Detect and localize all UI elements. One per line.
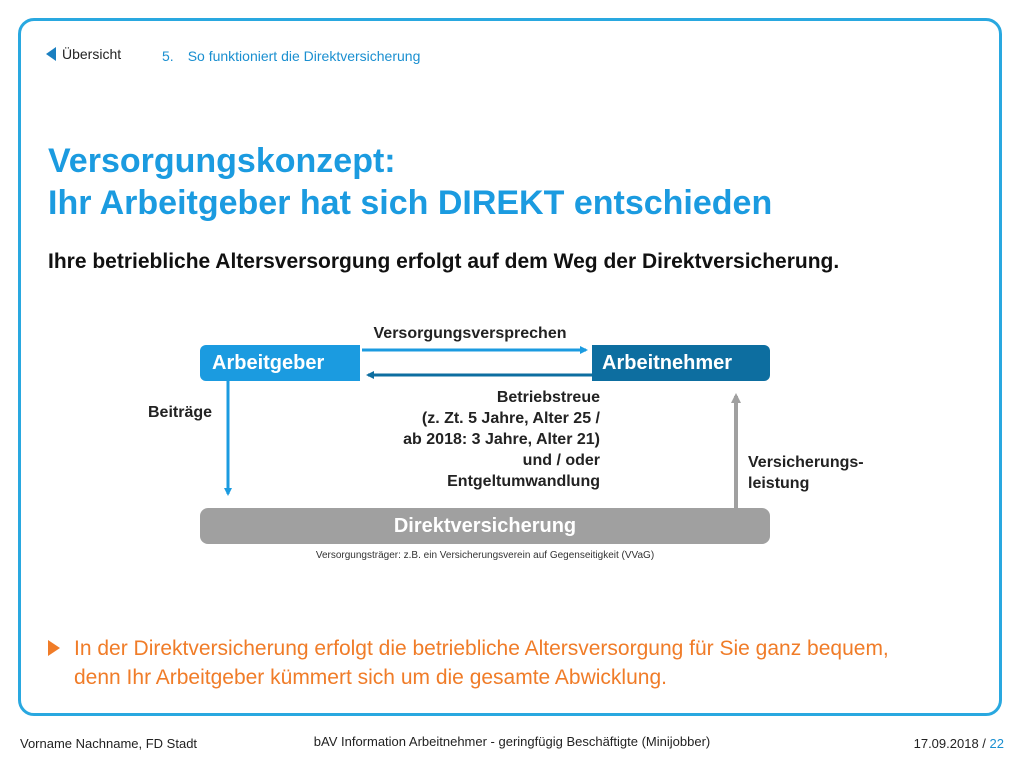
footer-author: Vorname Nachname, FD Stadt bbox=[20, 736, 198, 751]
bullet-triangle-icon bbox=[48, 640, 60, 656]
loyalty-label bbox=[360, 387, 600, 492]
key-message-text: In der Direktversicherung erfolgt die betriebliche Altersversorgung für Sie ganz bequem, denn Ihr Arbeitgeber kümmert sich um die gesamte Abwicklung. bbox=[74, 637, 889, 689]
footer-title: bAV Information Arbeitnehmer - geringfügig Beschäftigte (Minijobber) bbox=[313, 734, 711, 749]
loyalty-line: Entgeltumwandlung bbox=[447, 473, 600, 490]
contributions-label: Beiträge bbox=[148, 404, 213, 421]
employee-box: Arbeitnehmer bbox=[592, 345, 770, 381]
loyalty-line: ab 2018: 3 Jahre, Alter 21) bbox=[403, 431, 600, 448]
benefit-line: leistung bbox=[748, 475, 810, 492]
page-number: 22 bbox=[989, 736, 1004, 751]
loyalty-line: Betriebstreue bbox=[496, 389, 600, 406]
benefit-line: Versicherungs- bbox=[748, 454, 864, 471]
key-message bbox=[48, 634, 928, 692]
benefit-label bbox=[748, 452, 864, 494]
title-line-2: Ihr Arbeitgeber hat sich DIREKT entschieden bbox=[48, 184, 773, 222]
loyalty-line: (z. Zt. 5 Jahre, Alter 25 / bbox=[421, 410, 600, 427]
employer-box: Arbeitgeber bbox=[200, 345, 360, 381]
section-number: 5. bbox=[162, 48, 174, 64]
footer-date-page bbox=[914, 736, 1004, 751]
loyalty-line: und / oder bbox=[522, 452, 600, 469]
overview-label: Übersicht bbox=[62, 46, 122, 62]
title-line-1: Versorgungskonzept: bbox=[48, 142, 396, 180]
carrier-note: Versorgungsträger: z.B. ein Versicherungsverein auf Gegenseitigkeit (VVaG) bbox=[315, 550, 655, 561]
direct-insurance-box: Direktversicherung bbox=[200, 508, 770, 544]
page-subtitle: Ihre betriebliche Altersversorgung erfolgt auf dem Weg der Direktversicherung. bbox=[48, 250, 840, 273]
footer-date: 17.09.2018 bbox=[913, 736, 979, 751]
footer-separator: / bbox=[978, 736, 990, 751]
promise-label: Versorgungsversprechen bbox=[373, 325, 567, 342]
section-title: So funktioniert die Direktversicherung bbox=[187, 48, 421, 64]
